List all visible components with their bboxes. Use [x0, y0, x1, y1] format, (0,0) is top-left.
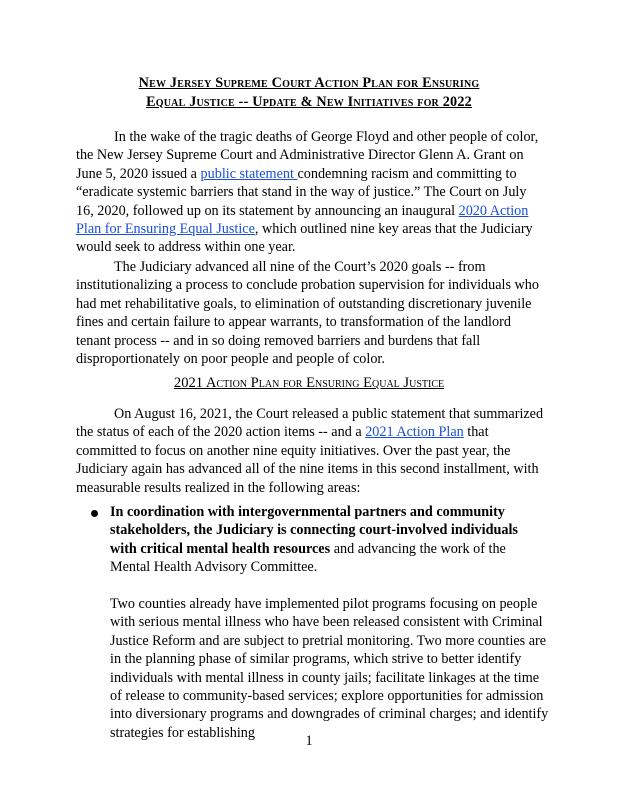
bullet-rest-text: and advancing the work of the Mental Health Advisory Committee. — [110, 540, 506, 576]
bullet-icon — [91, 510, 98, 517]
update-paragraph — [76, 405, 546, 497]
section-heading: 2021 Action Plan for Ensuring Equal Justice — [173, 375, 445, 391]
document-title — [60, 74, 558, 111]
action-plan-2021-link[interactable]: 2021 Action Plan — [365, 424, 464, 441]
action-plan-2020-link[interactable]: 2020 Action Plan for Ensuring Equal Justice — [76, 202, 529, 238]
update-text-b: that committed to focus on another nine equity initiatives. Over the past year, the Judiciary again has advanced all of the nine items in this second installment, with measurable results realized in the following areas: — [76, 424, 539, 496]
progress-text: The Judiciary advanced all nine of the Court’s 2020 goals -- from institutionalizing a process to conclude probation supervision for individuals who had met rehabilitative goals, to elimination of outstanding discretionary juvenile fines and certain failure to appear warrants, to transformation of the landlord tenant process -- and in so doing removed barriers and burdens that fall disproportionately on poor people and people of color. — [76, 259, 539, 368]
bullet-item — [110, 503, 548, 577]
public-statement-link[interactable]: public statement — [200, 165, 298, 182]
mental-health-paragraph — [110, 595, 550, 742]
progress-paragraph — [76, 258, 546, 368]
mental-health-text: Two counties already have implemented pilot programs focusing on people with serious mental illness who have been released consistent with Criminal Justice Reform and are subject to pretrial monitoring. Two more counties are in the planning phase of similar programs, which strive to better identify individuals with mental illness in county jails; facilitate linkages at the time of release to community-based services; explore opportunities for admission into diversionary programs and downgrades of criminal charges; and identify strategies for establishing — [110, 596, 549, 741]
bullet-bold-text: In coordination with intergovernmental partners and community stakeholders, the Judiciary is connecting court-involved individuals with critical mental health resources — [110, 504, 518, 557]
intro-paragraph — [76, 128, 546, 257]
intro-text-c: , which outlined nine key areas that the Judiciary would seek to address within one year. — [76, 221, 533, 256]
update-text-a: On August 16, 2021, the Court released a public statement that summarized the status of each of the 2020 action items -- and a — [76, 406, 544, 441]
title-line-2: Equal Justice -- Update & New Initiatives for 2022 — [146, 93, 472, 110]
intro-text-a: In the wake of the tragic deaths of George Floyd and other people of color, the New Jersey Supreme Court and Administrative Director Glenn A. Grant on June 5, 2020 issued a — [76, 129, 539, 182]
title-line-1: New Jersey Supreme Court Action Plan for Ensuring — [138, 75, 480, 91]
intro-text-b: condemning racism and committing to “eradicate systemic barriers that stand in the way of justice.” The Court on July 16, 2020, followed up on its statement by announcing an inaugural — [76, 165, 527, 219]
page-number: 1 — [305, 733, 313, 749]
